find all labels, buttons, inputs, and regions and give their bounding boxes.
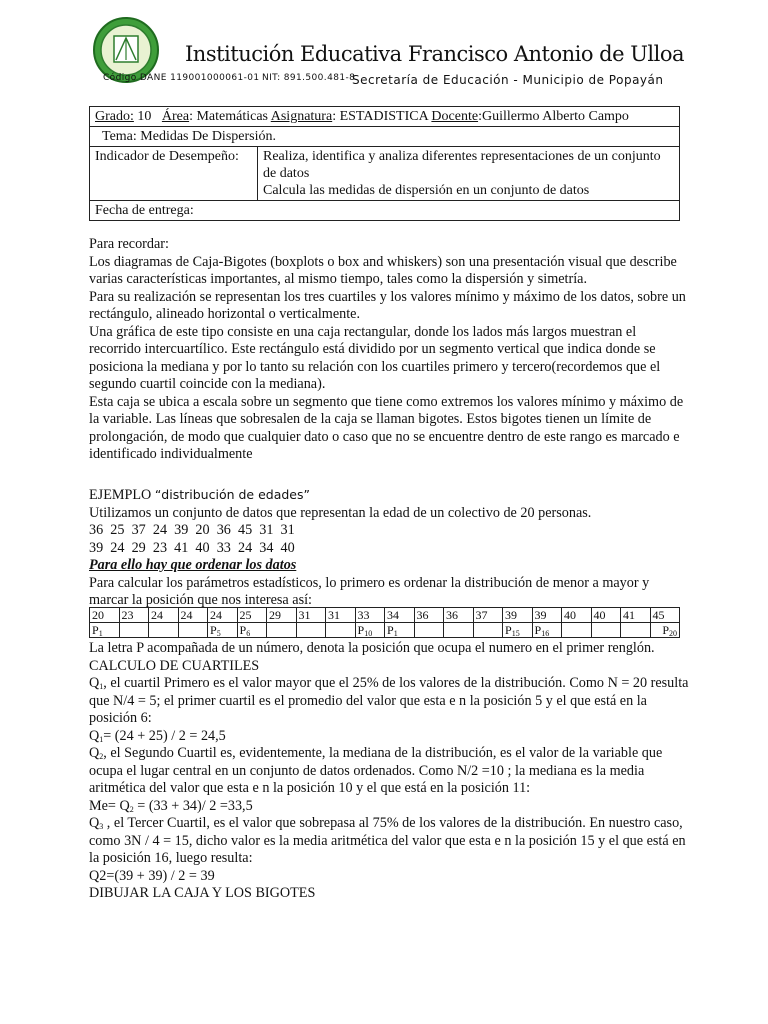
q1-subscript: 1 <box>99 682 104 691</box>
position-cell <box>621 623 651 638</box>
position-cell <box>532 623 562 638</box>
indicador-line: Calcula las medidas de dispersión en un conjunto de datos <box>263 183 590 198</box>
sorted-values-row <box>90 608 680 623</box>
sorted-value-cell: 20 <box>90 608 120 623</box>
position-label: P <box>239 623 247 637</box>
sorted-value-cell: 39 <box>503 608 533 623</box>
position-cell <box>326 623 356 638</box>
q1-symbol: Q <box>89 675 100 691</box>
positions-row <box>90 623 680 638</box>
intro-paragraph: Una gráfica de este tipo consiste en una caja rectangular, donde los lados más largos muestran el recorrido intercuartílico. Este rectángulo está dividido por un segmento vertical que indica donde se posiciona la mediana y por lo tanto su relación con los cuartiles primero y tercero(recordemos que el segundo cuartil coincide con la mediana). <box>89 323 661 392</box>
intro-paragraph: Para su realización se representan los tres cuartiles y los valores mínimo y máximo de los datos, sobre un rectángulo, alineado horizontal o verticalmente. <box>89 288 686 322</box>
position-cell <box>444 623 474 638</box>
position-label: P <box>534 623 542 637</box>
q1-formula: $Q_1= (24 + 25) / 2 = 24,5$ <box>89 727 226 744</box>
position-label: P <box>210 623 217 637</box>
position-cell <box>90 623 120 638</box>
ordered-data-table <box>89 607 680 638</box>
intro-paragraph: Para recordar: <box>89 236 169 252</box>
sorted-value-cell: 36 <box>414 608 444 623</box>
position-cell <box>178 623 208 638</box>
position-cell <box>591 623 621 638</box>
sorted-value-cell: 45 <box>650 608 680 623</box>
position-cell <box>473 623 503 638</box>
docente-label: Docente <box>431 109 479 124</box>
position-cell <box>149 623 179 638</box>
docente-value: Guillermo Alberto Campo <box>481 109 629 124</box>
school-name: Institución Educativa Francisco Antonio de Ulloa <box>185 42 684 66</box>
intro-paragraph: Los diagramas de Caja-Bigotes (boxplots o box and whiskers) son una presentación visual que describe varias características importantes, al mismo tiempo, tales como la dispersión y simetría. <box>89 253 677 287</box>
area-label: Área <box>161 109 190 124</box>
median-rest: = (33 + 34)/ 2 =33,5 <box>133 797 253 814</box>
q2-subscript: 2 <box>99 752 104 761</box>
quartiles-section <box>89 640 689 903</box>
p-note: La letra P acompañada de un número, denota la posición que ocupa el numero en el primer renglón. <box>89 640 655 656</box>
position-label: P <box>92 623 99 637</box>
sorted-value-cell: 24 <box>149 608 179 623</box>
example-description: Utilizamos un conjunto de datos que representan la edad de un colectivo de 20 personas. <box>89 504 592 521</box>
position-cell <box>414 623 444 638</box>
position-subscript: 5 <box>216 629 221 638</box>
position-cell <box>119 623 149 638</box>
q3-subscript: 3 <box>99 822 104 831</box>
example-title-quoted: “distribución de edades” <box>154 487 310 502</box>
sorted-value-cell: 34 <box>385 608 415 623</box>
q3-formula: Q2=(39 + 39) / 2 = 39 <box>89 867 215 884</box>
course-info-table <box>89 106 680 221</box>
position-cell <box>385 623 415 638</box>
order-heading: Para ello hay que ordenar los datos <box>89 557 297 573</box>
position-subscript: 10 <box>364 629 373 638</box>
median-prefix: Me= Q <box>89 797 130 814</box>
fecha-row: Fecha de entrega: <box>90 201 680 221</box>
position-subscript: 20 <box>669 629 677 638</box>
nit-number: NIT: 891.500.481-8 <box>262 73 356 83</box>
q1-formula-text: = (24 + 25) / 2 = 24,5 <box>103 727 226 744</box>
quartiles-heading: CALCULO DE CUARTILES <box>89 657 260 674</box>
grado-label: Grado: <box>95 109 134 124</box>
position-label: P <box>357 623 365 637</box>
sorted-value-cell: 24 <box>178 608 208 623</box>
position-cell <box>503 623 533 638</box>
sorted-value-cell: 23 <box>119 608 149 623</box>
sorted-value-cell: 37 <box>473 608 503 623</box>
example-title <box>89 486 689 505</box>
sorted-value-cell: 41 <box>621 608 651 623</box>
tema-text: Tema: Medidas De Dispersión. <box>102 129 276 144</box>
q1-paragraph <box>89 675 689 728</box>
q3-paragraph: $Q_3$ , el Tercer Cuartil, es el valor que sobrepasa al 75% de los valores de la distribución. En nuestro caso, como 3N / 4 = 15, dicho valor es la media aritmética del valor que esta e n la posición 15 y el que está en la posición 16, luego resulta: <box>89 815 686 866</box>
sorted-value-cell: 25 <box>237 608 267 623</box>
q2-paragraph: $Q_2$, el Segundo Cuartil es, evidentemente, la mediana de la distribución, es el valor de la variable que ocupa el lugar central en un conjunto de datos ordenados. Como N/2 =10 ; la mediana es la media aritmética del valor que esta e n la posición 10 y el que está en la posición 11: <box>89 745 663 796</box>
example-title-prefix: EJEMPLO <box>89 487 152 503</box>
position-subscript: 15 <box>511 629 520 638</box>
sorted-value-cell: 39 <box>532 608 562 623</box>
intro-paragraph: Esta caja se ubica a escala sobre un segmento que tiene como extremos los valores mínimo y máximo de la variable. Las líneas que sobresalen de la caja se llaman bigotes. Estos bigotes tienen un límite de prolongación, de modo que cualquier dato o caso que no se encuentre dentro de este rango es marcado e identificado individualmente <box>89 393 684 462</box>
q3-text: , el Tercer Cuartil, es el valor que sobrepasa al 75% de los valores de la distribución. En nuestro caso, como 3N / 4 = 15, dicho valor es la media aritmética del valor que esta e n la posición 15 y el que está en la posición 16, luego resulta: <box>89 815 686 866</box>
order-text: Para calcular los parámetros estadísticos, lo primero es ordenar la distribución de menor a mayor y marcar la posición que nos interesa así: <box>89 574 650 608</box>
position-cell <box>562 623 592 638</box>
grado-value: 10 <box>137 109 152 124</box>
position-label: P <box>505 623 512 637</box>
final-heading: DIBUJAR LA CAJA Y LOS BIGOTES <box>89 885 316 901</box>
indicador-label: Indicador de Desempeño: <box>90 147 258 201</box>
position-cell <box>237 623 267 638</box>
position-cell <box>650 623 680 638</box>
position-subscript: 1 <box>98 629 103 638</box>
dane-code: Código DANE 119001000061-01 <box>103 73 260 83</box>
data-row: 36 25 37 24 39 20 36 45 31 31 <box>89 522 295 538</box>
position-label: P <box>662 623 669 637</box>
sorted-value-cell: 36 <box>444 608 474 623</box>
sorted-value-cell: 31 <box>326 608 356 623</box>
sorted-value-cell: 24 <box>208 608 238 623</box>
indicador-line: Realiza, identifica y analiza diferentes representaciones de un conjunto de datos <box>263 149 661 181</box>
secretaria-line: Secretaría de Educación - Municipio de Popayán <box>352 73 664 87</box>
position-subscript: 6 <box>246 629 251 638</box>
position-cell <box>296 623 326 638</box>
example-section <box>89 486 689 610</box>
asignatura-label: Asignatura <box>270 109 333 124</box>
q2-text: , el Segundo Cuartil es, evidentemente, la mediana de la distribución, es el valor de la variable que ocupa el lugar central en un conjunto de datos ordenados. Como N/2 =10 ; la mediana es la media aritmética del valor que esta e n la posición 10 y el que está en la posición 11: <box>89 745 663 796</box>
sorted-value-cell: 31 <box>296 608 326 623</box>
q1-text: , el cuartil Primero es el valor mayor que el 25% de los valores de la distribución. Como N = 20 resulta que N/4 = 5; el primer cuartil es el promedio del valor que esta e n la posición 5 y el que está en la posición 6: <box>89 675 689 726</box>
tema-row <box>90 127 680 147</box>
position-cell <box>208 623 238 638</box>
course-row: Grado: 10 Área: Matemáticas Asignatura: ESTADISTICA Docente:Guillermo Alberto Campo <box>90 107 680 127</box>
median-formula: $Me= Q_2 = (33 + 34)/$ 2 =33,5 <box>89 797 253 814</box>
position-label: P <box>387 623 394 637</box>
sorted-value-cell: 40 <box>562 608 592 623</box>
intro-section <box>89 236 689 464</box>
sorted-value-cell: 40 <box>591 608 621 623</box>
area-value: Matemáticas <box>196 109 269 124</box>
position-subscript: 16 <box>541 629 550 638</box>
indicador-content <box>258 147 680 201</box>
asignatura-value: ESTADISTICA <box>339 109 428 124</box>
data-row: 39 24 29 23 41 40 33 24 34 40 <box>89 539 295 556</box>
sorted-value-cell: 33 <box>355 608 385 623</box>
sorted-value-cell: 29 <box>267 608 297 623</box>
position-subscript: 1 <box>393 629 398 638</box>
position-cell <box>355 623 385 638</box>
position-cell <box>267 623 297 638</box>
